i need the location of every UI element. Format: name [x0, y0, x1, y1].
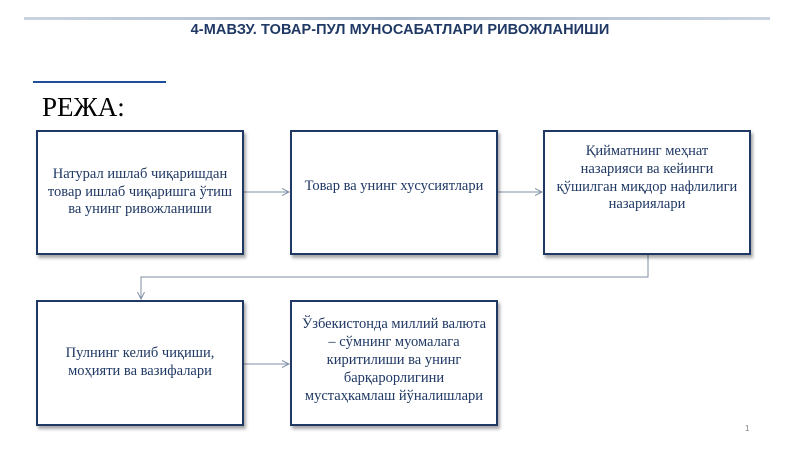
flow-box-5-text: Ўзбекистонда миллий валюта – сўмнинг муомалага киритилиши ва унинг барқарорлигини мустаҳкамлаш йўналишлари — [301, 316, 487, 404]
flow-box-3-text: Қийматнинг меҳнат назарияси ва кейинги қўшилган миқдор нафлилиги назариялари — [556, 142, 738, 213]
flow-box-5 — [290, 300, 498, 426]
flow-box-4 — [36, 300, 244, 426]
plan-heading: РЕЖА: — [42, 92, 125, 122]
flow-box-2 — [290, 130, 498, 255]
arrow-box3-box4 — [141, 255, 648, 299]
page-number: 1 — [745, 424, 750, 433]
flow-box-4-text: Пулнинг келиб чиқиши, моҳияти ва вазифалари — [65, 345, 215, 379]
slide-title: 4-МАВЗУ. ТОВАР-ПУЛ МУНОСАБАТЛАРИ РИВОЖЛАНИШИ — [190, 22, 610, 38]
flow-box-1 — [36, 130, 244, 255]
flow-box-2-text: Товар ва унинг хусусиятлари — [304, 177, 484, 194]
flow-box-1-text: Натурал ишлаб чиқаришдан товар ишлаб чиқаришга ўтиш ва унинг ривожланиши — [47, 165, 233, 218]
flow-box-3 — [543, 130, 751, 255]
